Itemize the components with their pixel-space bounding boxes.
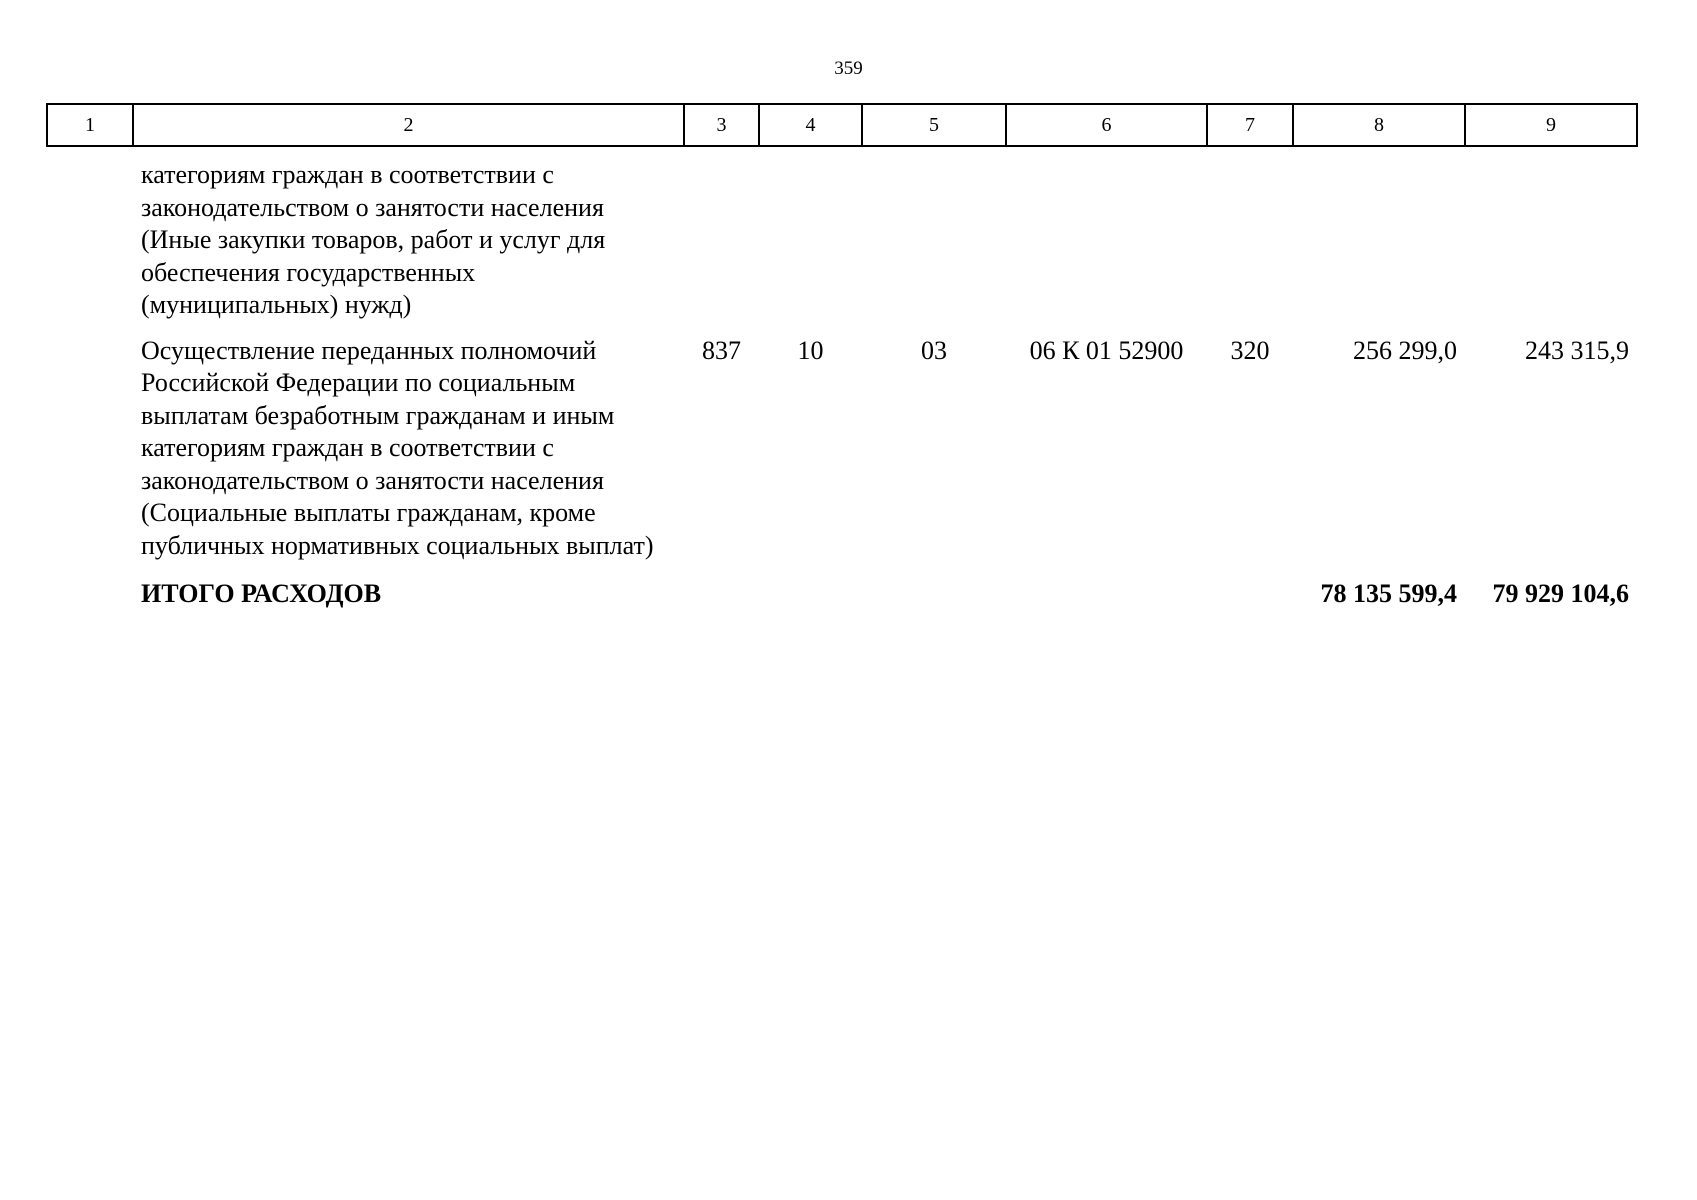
row-col9: 243 315,9 [1525,335,1629,365]
total-col5 [862,562,1006,611]
header-col-7: 7 [1207,104,1293,146]
total-col1 [47,562,133,611]
total-col4 [759,562,862,611]
total-col3 [684,562,759,611]
total-label: ИТОГО РАСХОДОВ [141,579,382,608]
row-col4 [759,146,862,322]
header-col-8: 8 [1293,104,1465,146]
total-row [47,562,1637,611]
row-col8: 256 299,0 [1353,335,1457,365]
header-col-2: 2 [133,104,684,146]
row-col7 [1207,146,1293,322]
table-row [47,322,1637,563]
row-col5: 03 [921,335,947,365]
row-description: категориям граждан в соответствии с законодательством о занятости населения (Иные закупки товаров, работ и услуг для обеспечения государственных (муниципальных) нужд) [141,160,606,319]
table-row [47,146,1637,322]
header-col-6: 6 [1006,104,1207,146]
header-col-9: 9 [1465,104,1637,146]
row-col3: 837 [702,335,741,365]
row-col9 [1465,146,1637,322]
header-col-4: 4 [759,104,862,146]
row-col8 [1293,146,1465,322]
table-body [47,146,1637,611]
header-col-3: 3 [684,104,759,146]
header-col-1: 1 [47,104,133,146]
total-col8: 78 135 599,4 [1320,579,1457,608]
budget-table [46,103,1638,611]
row-col6: 06 К 01 52900 [1029,335,1184,365]
total-col6 [1006,562,1207,611]
page-number: 359 [834,58,863,79]
total-col7 [1207,562,1293,611]
header-row [47,104,1637,146]
row-col4: 10 [797,335,824,365]
row-col3 [684,146,759,322]
row-description: Осуществление переданных полномочий Российской Федерации по социальным выплатам безработным гражданам и иным категориям граждан в соответствии с законодательством о занятости населения (Социальные выплаты гражданам, кроме публичных нормативных социальных выплат) [141,335,654,560]
table-header [47,104,1637,146]
total-col9: 79 929 104,6 [1492,579,1629,608]
row-col7: 320 [1230,335,1270,365]
row-col1 [47,146,133,322]
header-col-5: 5 [862,104,1006,146]
row-col1 [47,322,133,563]
row-col6 [1006,146,1207,322]
row-col5 [862,146,1006,322]
